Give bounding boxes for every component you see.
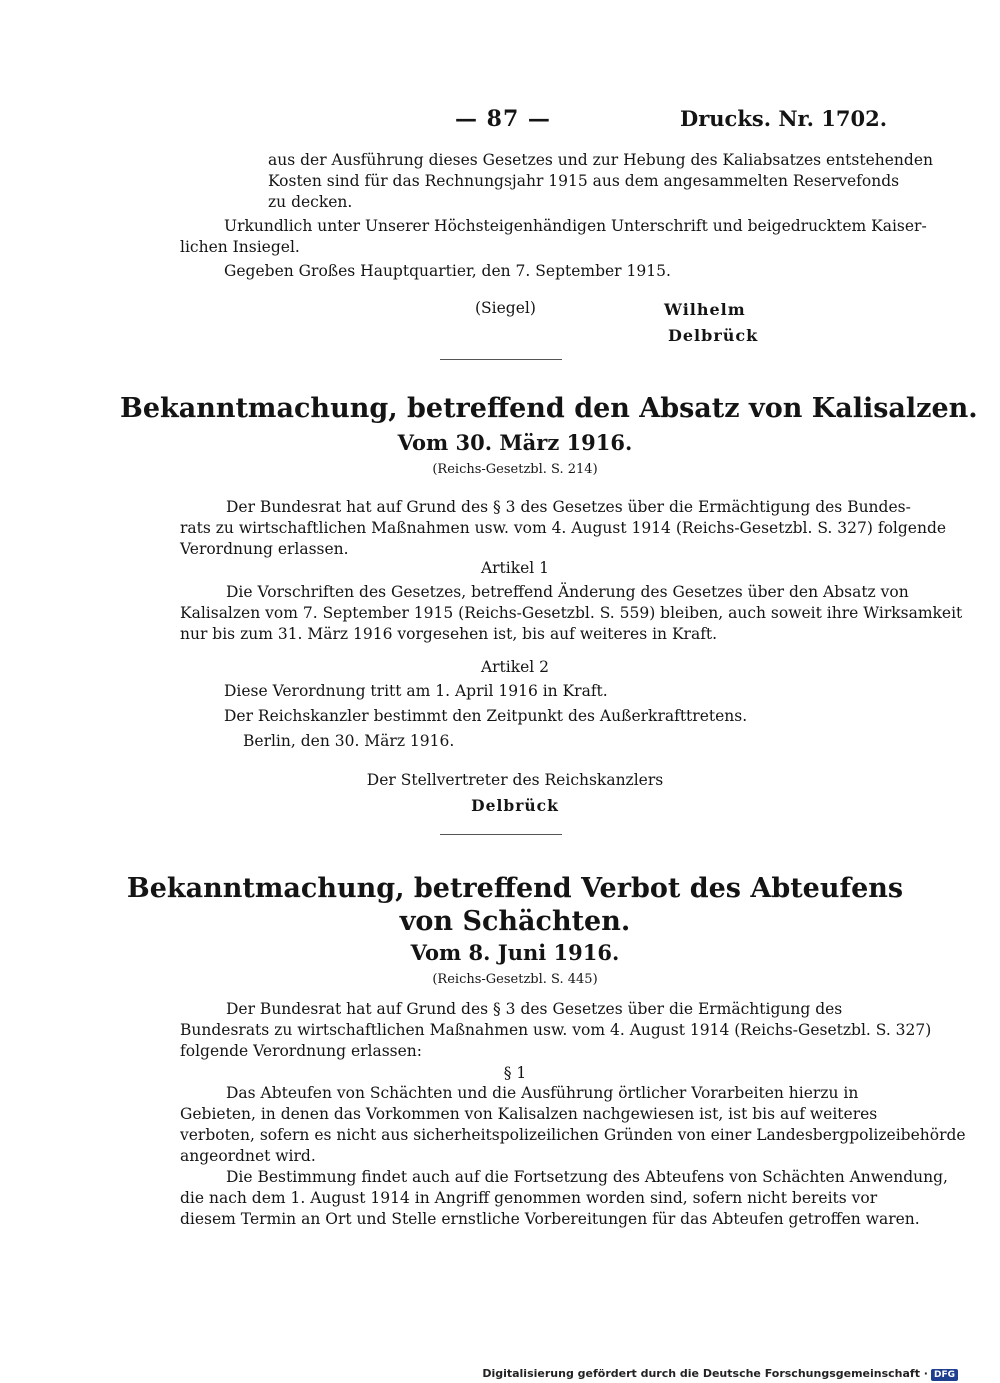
page-number: — 87 — [455, 106, 551, 132]
section2-date: Vom 8. Juni 1916. [410, 940, 620, 965]
print-reference: Drucks. Nr. 1702. [680, 106, 888, 131]
place-date: Berlin, den 30. März 1916. [243, 732, 455, 750]
text-line: verboten, sofern es nicht aus sicherheitspolizeilichen Gründen von einer Landesbergpolizeibehörde [180, 1126, 966, 1144]
signature-delbrueck: Delbrück [668, 326, 759, 345]
text-line: Die Vorschriften des Gesetzes, betreffend Änderung des Gesetzes über den Absatz von [226, 583, 909, 601]
signer-title: Der Stellvertreter des Reichskanzlers [366, 771, 664, 789]
section1-date: Vom 30. März 1916. [397, 430, 633, 455]
paragraph-heading: § 1 [503, 1064, 527, 1082]
text-line: angeordnet wird. [180, 1147, 316, 1165]
text-line: Verordnung erlassen. [180, 540, 349, 558]
text-line: Gebieten, in denen das Vorkommen von Kalisalzen nachgewiesen ist, ist bis auf weiteres [180, 1105, 878, 1123]
article1-heading: Artikel 1 [480, 559, 550, 577]
digitization-credit [482, 1367, 958, 1381]
text-line: aus der Ausführung dieses Gesetzes und zur Hebung des Kaliabsatzes entstehenden [268, 151, 933, 169]
text-line: Bundesrats zu wirtschaftlichen Maßnahmen usw. vom 4. August 1914 (Reichs-Gesetzbl. S. 327) [180, 1021, 932, 1039]
text-line: zu decken. [268, 193, 353, 211]
section2-title-line2: von Schächten. [399, 906, 631, 937]
section-divider [440, 359, 562, 360]
text-line: Das Abteufen von Schächten und die Ausführung örtlicher Vorarbeiten hierzu in [226, 1084, 859, 1102]
text-line: diesem Termin an Ort und Stelle ernstliche Vorbereitungen für das Abteufen getroffen waren. [180, 1210, 920, 1228]
section2-title-line1: Bekanntmachung, betreffend Verbot des Abteufens [126, 873, 904, 904]
article2-heading: Artikel 2 [480, 658, 550, 676]
text-line: Der Bundesrat hat auf Grund des § 3 des Gesetzes über die Ermächtigung des Bundes- [226, 498, 911, 516]
signer-name: Delbrück [471, 796, 559, 815]
text-line: Diese Verordnung tritt am 1. April 1916 in Kraft. [224, 682, 608, 700]
text-line: Der Reichskanzler bestimmt den Zeitpunkt des Außerkrafttretens. [224, 707, 748, 725]
text-line: Urkundlich unter Unserer Höchsteigenhändigen Unterschrift und beigedrucktem Kaiser- [224, 217, 927, 235]
text-line: Die Bestimmung findet auch auf die Fortsetzung des Abteufens von Schächten Anwendung, [226, 1168, 948, 1186]
text-line: lichen Insiegel. [180, 238, 300, 256]
text-line: nur bis zum 31. März 1916 vorgesehen ist, bis auf weiteres in Kraft. [180, 625, 718, 643]
dfg-logo: DFG [931, 1369, 958, 1381]
text-line: Der Bundesrat hat auf Grund des § 3 des Gesetzes über die Ermächtigung des [226, 1000, 843, 1018]
signature-wilhelm: Wilhelm [664, 300, 746, 319]
text-line: rats zu wirtschaftlichen Maßnahmen usw. vom 4. August 1914 (Reichs-Gesetzbl. S. 327) folgende [180, 519, 947, 537]
section1-title: Bekanntmachung, betreffend den Absatz von Kalisalzen. [120, 393, 978, 424]
text-line: Kosten sind für das Rechnungsjahr 1915 aus dem angesammelten Reservefonds [268, 172, 900, 190]
text-line: folgende Verordnung erlassen: [180, 1042, 423, 1060]
text-line: die nach dem 1. August 1914 in Angriff genommen worden sind, sofern nicht bereits vor [180, 1189, 878, 1207]
text-line: Gegeben Großes Hauptquartier, den 7. September 1915. [224, 262, 671, 280]
text-line: Kalisalzen vom 7. September 1915 (Reichs-Gesetzbl. S. 559) bleiben, auch soweit ihre Wirksamkeit [180, 604, 963, 622]
section1-source: (Reichs-Gesetzbl. S. 214) [432, 462, 598, 477]
seal-text: (Siegel) [475, 299, 536, 317]
section2-source: (Reichs-Gesetzbl. S. 445) [432, 972, 598, 987]
credit-text: Digitalisierung gefördert durch die Deutsche Forschungsgemeinschaft · [482, 1367, 928, 1380]
section-divider [440, 834, 562, 835]
